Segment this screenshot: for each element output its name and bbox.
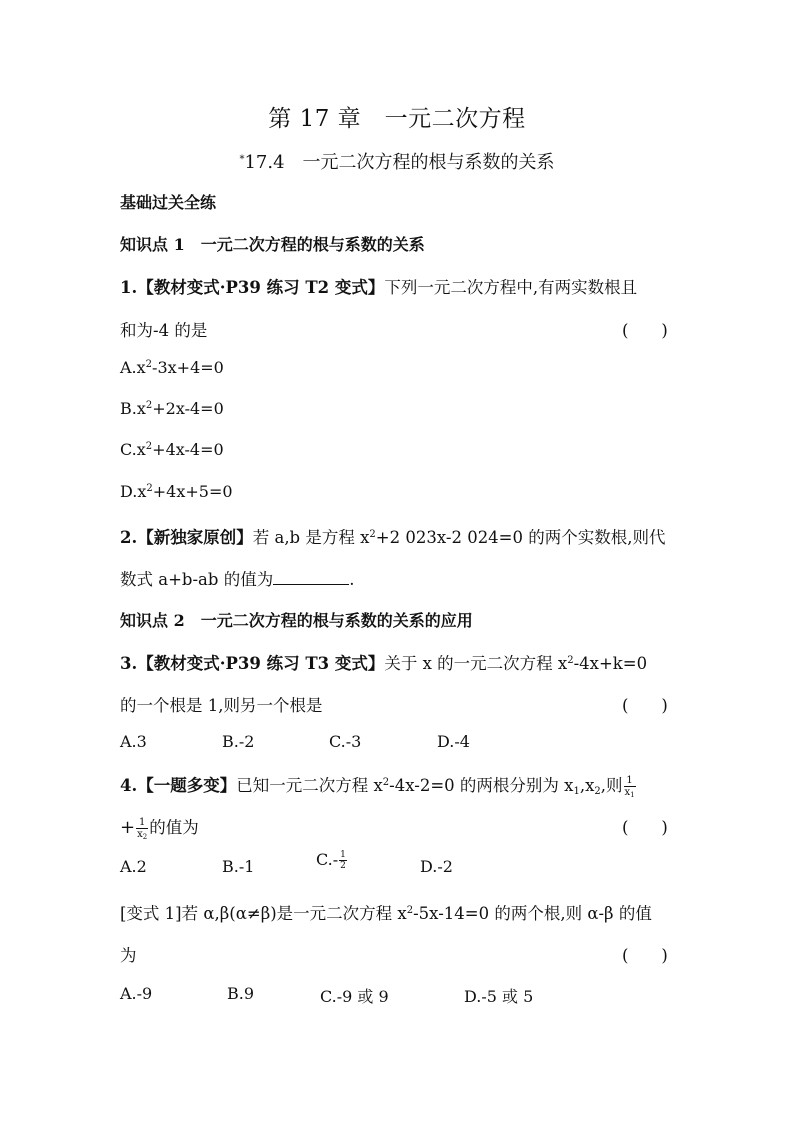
question-3-option-b: B.-2 [222, 732, 255, 751]
question-4-answer-paren: ( ) [622, 818, 668, 837]
variant-1-line-2: 为 [120, 946, 137, 965]
fraction-1-over-x1: $\frac{1}{x_1}$ [624, 775, 635, 799]
question-4-line-2: + $\frac{1}{x_2}$ 的值为 [120, 817, 199, 841]
variant-1-option-a: A.-9 [120, 984, 153, 1003]
knowledge-point-1: 知识点 1 一元二次方程的根与系数的关系 [120, 235, 425, 254]
question-4-option-c: C.- $\frac{1}{2}$ [316, 850, 346, 871]
question-3-option-d: D.-4 [437, 732, 470, 751]
question-2-number: 2. [120, 528, 138, 547]
question-1-option-c: $C.x^2+4x-4=0$ [120, 440, 224, 459]
question-4-tag: 【一题多变】 [137, 776, 237, 795]
fraction-1-over-x2: $\frac{1}{x_2}$ [137, 817, 148, 841]
question-1-line-2: 和为-4 的是 [120, 321, 208, 340]
question-1-option-b: $B.x^2+2x-4=0$ [120, 399, 224, 418]
question-2-line-1: 2.【新独家原创】若 a,b 是方程 $x^2+2$ 023x-2 024=0 的两个实数根,则代 [120, 528, 666, 547]
optional-star: * [239, 154, 245, 165]
question-4-number: 4. [120, 776, 138, 795]
question-2-line-2: 数式 a+b-ab 的值为 . [120, 570, 355, 589]
variant-1-answer-paren: ( ) [622, 946, 668, 965]
question-1-answer-paren: ( ) [622, 321, 668, 340]
question-3-option-a: A.3 [120, 732, 147, 751]
question-3-tag: 【教材变式·P39 练习 T3 变式】 [137, 654, 385, 673]
question-3-option-c: C.-3 [329, 732, 362, 751]
question-3-line-2: 的一个根是 1,则另一个根是 [120, 696, 323, 715]
chapter-title: 第 17 章 一元二次方程 [268, 106, 526, 132]
question-4-line-1: 4.【一题多变】已知一元二次方程 $x^2-4x-2=0$ 的两根分别为 $x_1,x_2$,则 $\frac{1}{x_1}$ [120, 775, 635, 799]
question-1-option-a: $A.x^2-3x+4=0$ [120, 358, 224, 377]
question-3-line-1: 3.【教材变式·P39 练习 T3 变式】关于 x 的一元二次方程 $x^2-4x+k=0$ [120, 654, 648, 673]
question-2-tag: 【新独家原创】 [137, 528, 253, 547]
variant-1-line-1: [变式 1]若 α,β(α≠β)是一元二次方程 $x^2-5x-14=0$ 的两个根,则 α-β 的值 [120, 904, 652, 923]
variant-1-option-d: D.-5 或 5 [464, 987, 534, 1006]
section-title [0, 148, 794, 174]
question-1-text: 下列一元二次方程中,有两实数根且 [384, 278, 638, 297]
question-1-number: 1. [120, 278, 138, 297]
question-4-option-b: B.-1 [222, 857, 255, 876]
answer-blank[interactable] [273, 570, 349, 585]
question-1-tag: 【教材变式·P39 练习 T2 变式】 [137, 278, 385, 297]
question-3-answer-paren: ( ) [622, 696, 668, 715]
variant-1-tag: [变式 1] [120, 904, 182, 923]
question-1-line-1 [120, 274, 637, 298]
variant-1-option-b: B.9 [227, 984, 255, 1003]
question-4-option-d: D.-2 [420, 857, 453, 876]
section-title-text: 17.4 一元二次方程的根与系数的关系 [244, 152, 555, 173]
exercise-heading: 基础过关全练 [120, 193, 217, 212]
question-3-number: 3. [120, 654, 138, 673]
variant-1-option-c: C.-9 或 9 [320, 987, 389, 1006]
knowledge-point-2: 知识点 2 一元二次方程的根与系数的关系的应用 [120, 611, 473, 630]
question-1-option-d: $D.x^2+4x+5=0$ [120, 482, 233, 501]
question-4-option-a: A.2 [120, 857, 147, 876]
